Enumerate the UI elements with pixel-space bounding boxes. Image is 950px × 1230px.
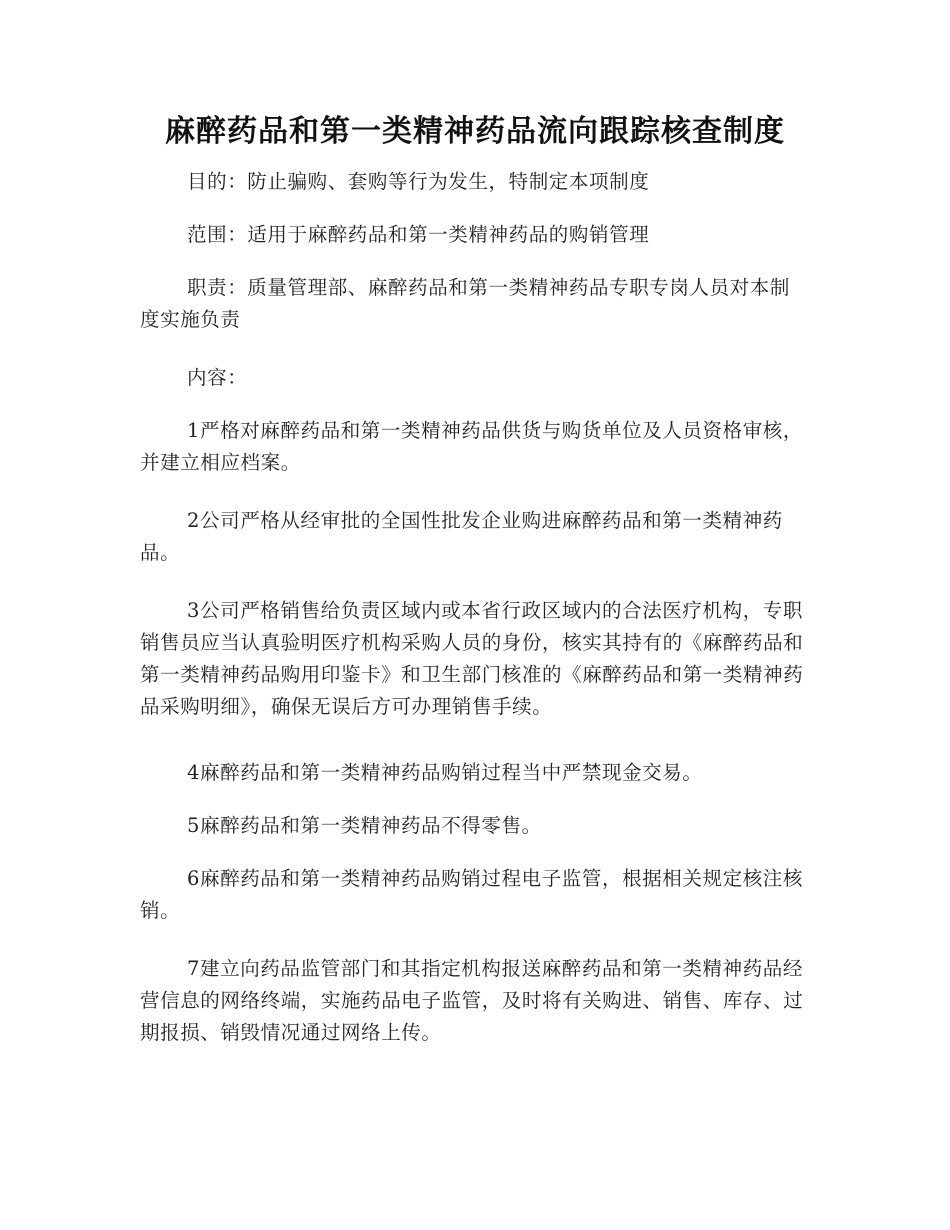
paragraph-purpose: 目的：防止骗购、套购等行为发生，特制定本项制度 — [187, 170, 650, 193]
paragraph-item-2: 2公司严格从经审批的全国性批发企业购进麻醉药品和第一类精神药品。 — [140, 509, 783, 564]
paragraph-item-1: 1严格对麻醉药品和第一类精神药品供货与购货单位及人员资格审核，并建立相应档案。 — [140, 419, 804, 474]
paragraph-scope: 范围：适用于麻醉药品和第一类精神药品的购销管理 — [187, 223, 650, 246]
paragraph-content-heading: 内容： — [187, 366, 248, 389]
paragraph-item-3: 3公司严格销售给负责区域内或本省行政区域内的合法医疗机构，专职销售员应当认真验明医疗机构采购人员的身份，核实其持有的《麻醉药品和第一类精神药品购用印鉴卡》和卫生部门核准的《麻醉药品和第一类精神药品采购明细》，确保无误后方可办理销售手续。 — [140, 599, 804, 718]
document-title: 麻醉药品和第一类精神药品流向跟踪核查制度 — [165, 114, 785, 149]
paragraph-item-7: 7建立向药品监管部门和其指定机构报送麻醉药品和第一类精神药品经营信息的网络终端，实施药品电子监管，及时将有关购进、销售、库存、过期报损、销毁情况通过网络上传。 — [140, 957, 804, 1044]
paragraph-item-5: 5麻醉药品和第一类精神药品不得零售。 — [187, 814, 542, 837]
paragraph-item-6: 6麻醉药品和第一类精神药品购销过程电子监管，根据相关规定核注核销。 — [140, 867, 804, 922]
paragraph-item-4: 4麻醉药品和第一类精神药品购销过程当中严禁现金交易。 — [187, 761, 703, 784]
paragraph-responsibility: 职责：质量管理部、麻醉药品和第一类精神药品专职专岗人员对本制度实施负责 — [140, 276, 791, 331]
